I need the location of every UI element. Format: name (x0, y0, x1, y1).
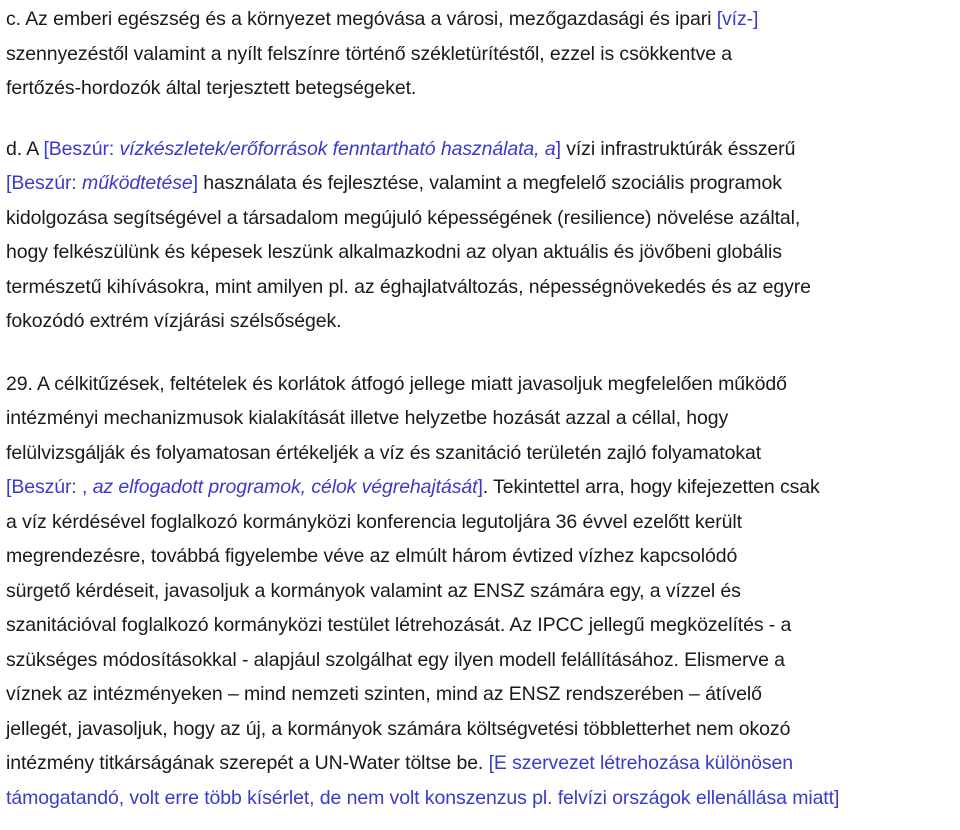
text-line (6, 37, 954, 72)
text-run: . Tekintettel arra, hogy kifejezetten csak (482, 476, 820, 498)
text-line (6, 235, 954, 270)
text-line (6, 677, 954, 712)
inserted-text-run: ] (192, 172, 198, 194)
inserted-text-run: [víz-] (716, 8, 759, 30)
text-line (6, 166, 954, 201)
text-run: víznek az intézményeken – mind nemzeti szinten, mind az ENSZ rendszerében – átívelő (6, 683, 762, 705)
inserted-text-run: az elfogadott programok, célok végrehajtását (92, 476, 478, 498)
inserted-text-run: támogatandó, volt erre több kísérlet, de nem volt konszenzus pl. felvízi országok ellenállása miatt] (6, 786, 840, 809)
inserted-text-run: ] (477, 476, 483, 498)
inserted-text-run: [Beszúr: , (6, 476, 93, 498)
text-run: a víz kérdésével foglalkozó kormányközi konferencia legutoljára 36 évvel ezelőtt került (6, 510, 742, 533)
text-run: fokozódó extrém vízjárási szélsőségek. (6, 310, 342, 332)
text-run: sürgető kérdéseit, javasoljuk a kormányok valamint az ENSZ számára egy, a vízzel és (6, 579, 741, 602)
text-run: használata és fejlesztése, valamint a megfelelő szociális programok (197, 172, 782, 194)
inserted-text-run: [E szervezet létrehozása különösen (488, 752, 794, 774)
text-run: szanitációval foglalkozó kormányközi testület létrehozását. Az IPCC jellegű megközelítés - a (6, 614, 792, 636)
text-run: természetű kihívásokra, mint amilyen pl. az éghajlatváltozás, népességnövekedés és az egyre (6, 275, 811, 298)
text-run: d. A (6, 137, 44, 160)
text-line (6, 539, 954, 574)
text-line (6, 746, 954, 781)
text-run: fertőzés-hordozók által terjesztett betegségeket. (6, 77, 417, 99)
text-line (6, 132, 954, 167)
text-line (6, 574, 954, 609)
text-line (6, 270, 954, 305)
text-run: intézményi mechanizmusok kialakítását illetve helyzetbe hozását azzal a céllal, hogy (6, 407, 729, 429)
text-run: 29. A célkitűzések, feltételek és korlátok átfogó jellege miatt javasoljuk megfelelően működő (6, 372, 787, 395)
text-run: vízi infrastruktúrák ésszerű (560, 137, 796, 160)
inserted-text-run: működtetése (82, 172, 193, 194)
text-run: intézmény titkárságának szerepét a UN-Water töltse be. (6, 752, 489, 774)
inserted-text-run: ] (555, 137, 561, 160)
text-line (6, 712, 954, 747)
text-line (6, 470, 954, 505)
paragraph-c (6, 2, 954, 106)
text-line (6, 643, 954, 678)
text-line (6, 505, 954, 540)
text-line (6, 71, 954, 106)
paragraph-29 (6, 367, 954, 816)
text-line (6, 608, 954, 643)
text-line (6, 304, 954, 339)
inserted-text-run: vízkészletek/erőforrások fenntartható használata, a (119, 137, 556, 160)
text-run: jellegét, javasoljuk, hogy az új, a kormányok számára költségvetési többletterhet nem okozó (6, 717, 791, 740)
text-run: kidolgozása segítségével a társadalom megújuló képességének (resilience) növelése azáltal, (6, 206, 801, 229)
text-line (6, 367, 954, 402)
text-run: c. Az emberi egészség és a környezet megóvása a városi, mezőgazdasági és ipari (6, 8, 717, 30)
text-run: felülvizsgálják és folyamatosan értékeljék a víz és szanitáció területén zajló folyamatokat (6, 441, 762, 464)
inserted-text-run: [Beszúr: (43, 137, 120, 160)
text-run: szennyezéstől valamint a nyílt felszínre történő székletürítéstől, ezzel is csökkentve a (6, 42, 733, 65)
text-line (6, 436, 954, 471)
text-line (6, 201, 954, 236)
inserted-text-run: [Beszúr: (6, 172, 83, 194)
text-line (6, 401, 954, 436)
text-run: megrendezésre, továbbá figyelembe véve az elmúlt három évtized vízhez kapcsolódó (6, 545, 738, 567)
text-line (6, 781, 954, 816)
text-run: szükséges módosításokkal - alapjául szolgálhat egy ilyen modell felállításához. Elismerve a (6, 648, 785, 671)
text-run: hogy felkészülünk és képesek leszünk alkalmazkodni az olyan aktuális és jövőbeni globális (6, 241, 782, 263)
text-line (6, 2, 954, 37)
paragraph-d (6, 132, 954, 339)
